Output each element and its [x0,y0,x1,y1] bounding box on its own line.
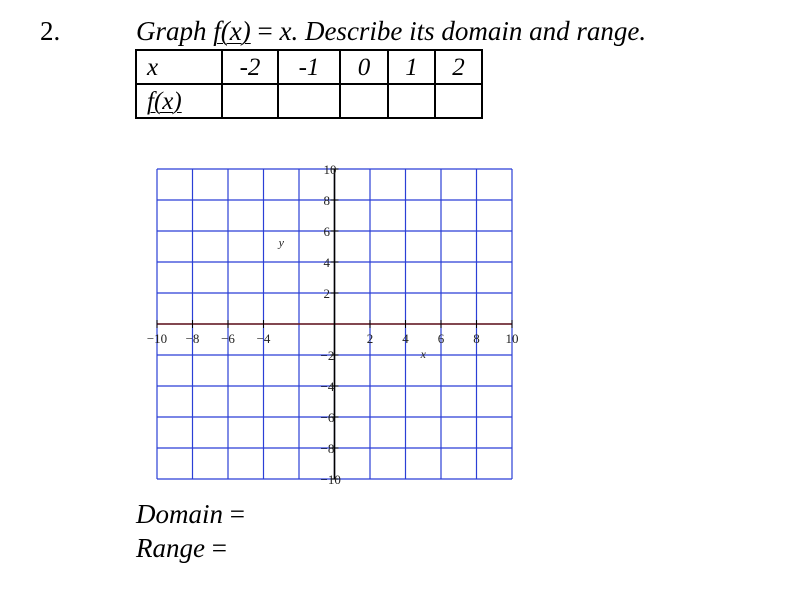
y-tick-label: 4 [323,255,330,270]
range-equals: = [204,533,227,563]
fx-header-text: f(x) [147,87,182,115]
x-tick-label: −8 [185,331,200,346]
y-tick-label: −10 [320,472,341,487]
x-tick-label: 4 [402,331,409,346]
range-line [136,533,227,564]
y-tick-label: −4 [320,379,335,394]
function-notation: f(x) [213,16,251,46]
x-value-cell: -2 [222,50,278,84]
x-axis-label: x [420,347,426,362]
x-tick-label: 10 [505,331,519,346]
y-tick-label: 6 [323,224,330,239]
problem-rest: x. Describe its domain and range. [279,16,647,46]
x-value-cell: -1 [278,50,340,84]
domain-line [136,499,245,530]
y-tick-label: −8 [320,441,335,456]
x-header-cell: x [136,50,222,84]
x-tick-label: −4 [256,331,271,346]
problem-number: 2. [40,16,61,46]
y-tick-label: −6 [320,410,335,425]
x-value-cell: 1 [388,50,435,84]
y-tick-label: 2 [323,286,330,301]
equals-sign: = [250,16,280,46]
y-axis-label: y [278,235,284,250]
problem-prefix: Graph [136,16,214,46]
x-value-cell: 2 [435,50,482,84]
x-value-cell: 0 [340,50,388,84]
x-tick-label: −6 [221,331,235,346]
y-tick-label: 8 [323,193,330,208]
range-label: Range [136,533,205,563]
x-tick-label: −10 [146,331,168,346]
x-tick-label: 2 [366,331,374,346]
y-tick-label: −2 [320,348,335,363]
y-tick-label: 10 [323,162,337,177]
x-tick-label: 6 [437,331,445,346]
domain-equals: = [223,499,245,529]
domain-label: Domain [136,499,223,529]
x-tick-label: 8 [473,331,480,346]
